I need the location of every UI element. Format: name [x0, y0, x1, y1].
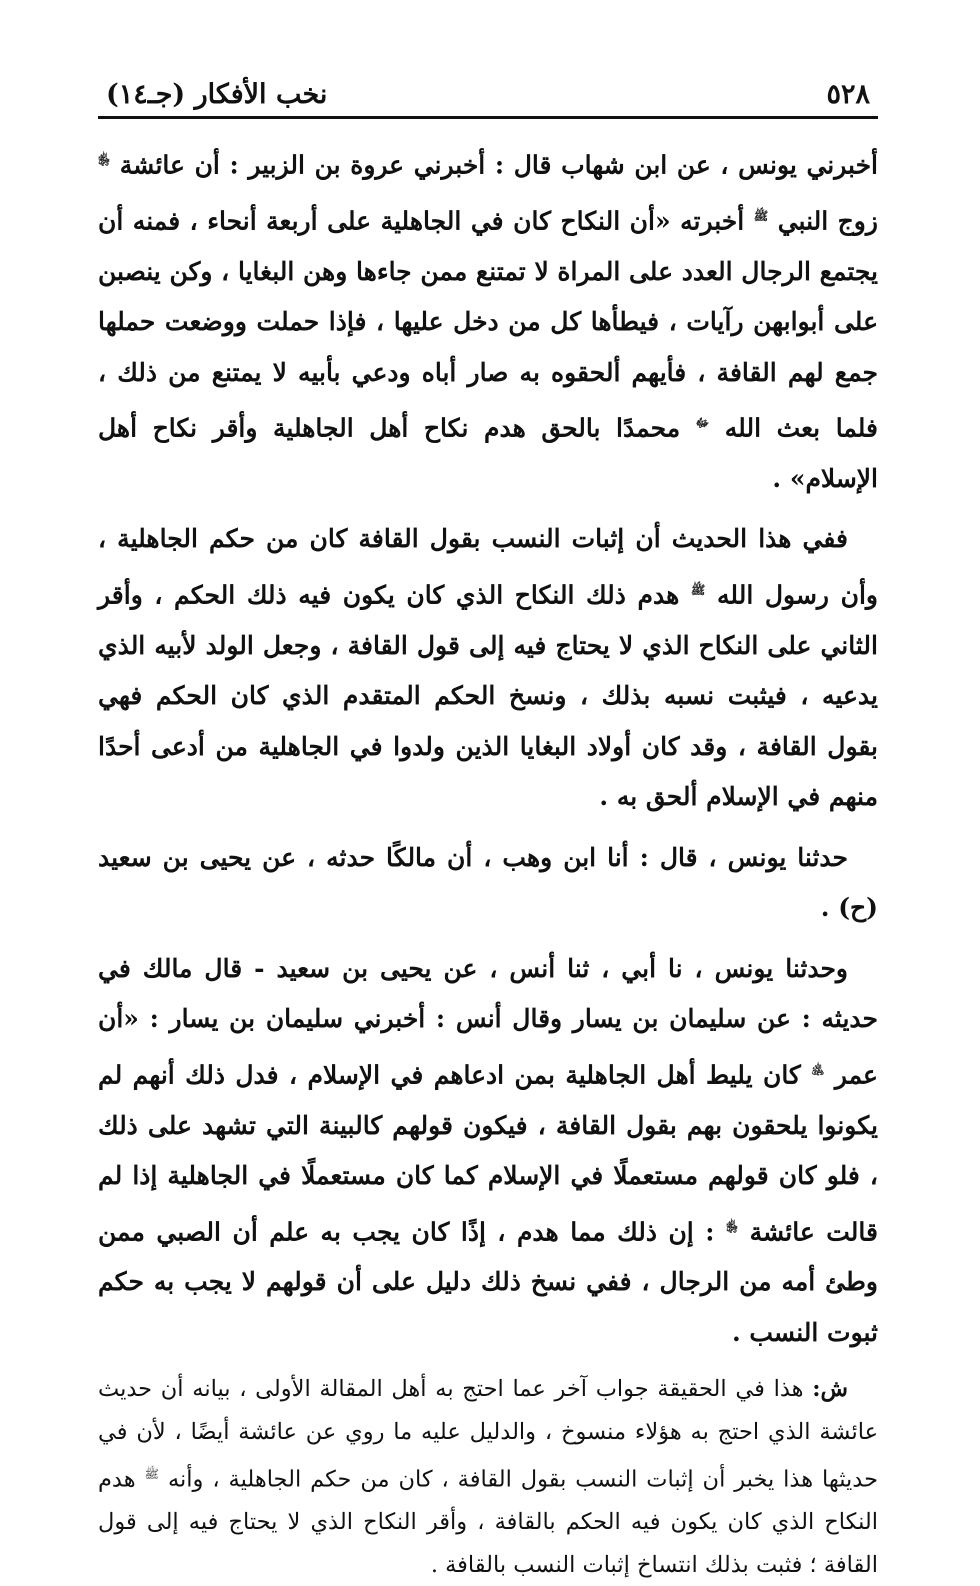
hadith-paragraph-3: حدثنا يونس ، قال : أنا ابن وهب ، أن مالكًا حدثه ، عن يحيى بن سعيد (ح) . [98, 842, 878, 923]
honorific-radiyallah-anha-icon: ﵂ [98, 153, 111, 167]
page-content [98, 135, 878, 1586]
honorific-radiyallah-anhu-icon: ﵁ [811, 1062, 825, 1077]
hadith-paragraph-4: وحدثنا يونس ، نا أبي ، ثنا أنس ، عن يحيى بن سعيد - قال مالك في حديثه : عن سليمان بن يسار وقال أنس : أخبرني سليمان بن يسار : «أن عمر ﵁ كان يليط أهل الجاهلية بمن ادعاهم في الإسلام ، فدل ذلك أنهم لم يكونوا يلحقون بهم بقول القافة ، فيكون قولهم كالبينة التي تشهد على ذلك ، فلو كان قولهم مستعملًا في الإسلام كما كان مستعملًا في الجاهلية إذا لم قالت عائشة ﵂ : إن ذلك مما هدم ، إذًا كان يجب به علم أن الصبي ممن وطئ أمه من الرجال ، ففي نسخ ذلك دليل على أن قولهم لا يجب به حكم ثبوت النسب . [98, 953, 878, 1347]
honorific-alayhi-salam-icon: ﷺ [753, 208, 769, 223]
book-title: نخب الأفكار (جـ١٤) [106, 79, 328, 110]
hadith-section [98, 135, 878, 1358]
commentary-label: ش: [812, 1376, 848, 1403]
book-page [98, 70, 879, 1578]
running-header [98, 70, 878, 110]
commentary-paragraph: ش: هذا في الحقيقة جواب آخر عما احتج به أهل المقالة الأولى ، بيانه أن حديث عائشة الذي احتج به هؤلاء منسوخ ، والدليل عليه ما روي عن عائشة أيضًا ، لأن في حديثها هذا يخبر أن إثبات النسب بقول القافة ، كان من حكم الجاهلية ، وأنه $^ﷺ$ هدم النكاح الذي كان يكون فيه الحكم بالقافة ، وأقر النكاح الذي لا يحتاج فيه إلى قول القافة ؛ فثبت بذلك انتساخ إثبات النسب بالقافة . [98, 1376, 879, 1578]
honorific-alayhi-salam-icon: ﷺ [144, 1467, 160, 1482]
commentary-section [98, 1368, 878, 1586]
header-rule [98, 116, 878, 119]
honorific-alayhi-salam-icon: ﷺ [690, 582, 706, 597]
page-number: ٥٢٨ [826, 79, 870, 110]
honorific-azza-wa-jalla-icon: ﷻ [695, 416, 710, 431]
hadith-paragraph-1: أخبرني يونس ، عن ابن شهاب قال : أخبرني عروة بن الزبير : أن عائشة ﵂ زوج النبي $^ﷺ$ أخبرته «أن النكاح كان في الجاهلية على أربعة أنحاء ، فمنه أن يجتمع الرجال العدد على المراة لا تمتنع ممن جاءها وهن البغايا ، وكن ينصبن على أبوابهن رآيات ، فيطأها كل من دخل عليها ، فإذا حملت ووضعت حملها جمع لهم القافة ، فأيهم ألحقوه به صار أباه ودعي بأبيه لا يمتنع من ذلك ، فلما بعث الله $^ﷻ$ محمدًا بالحق هدم نكاح أهل الجاهلية وأقر نكاح أهل الإسلام» . [98, 150, 878, 493]
hadith-paragraph-2: ففي هذا الحديث أن إثبات النسب بقول القافة كان من حكم الجاهلية ، وأن رسول الله $^ﷺ$ هدم ذلك النكاح الذي كان يكون فيه ذلك الحكم ، وأقر الثاني على النكاح الذي لا يحتاج فيه إلى قول القافة ، وجعل الولد لأبيه الذي يدعيه ، فيثبت نسبه بذلك ، ونسخ الحكم المتقدم الذي كان الحكم فهي بقول القافة ، وقد كان أولاد البغايا الذين ولدوا في الجاهلية من أدعى أحدًا منهم في الإسلام ألحق به . [98, 524, 878, 812]
honorific-radiyallah-anha-icon: ﵂ [725, 1219, 739, 1234]
